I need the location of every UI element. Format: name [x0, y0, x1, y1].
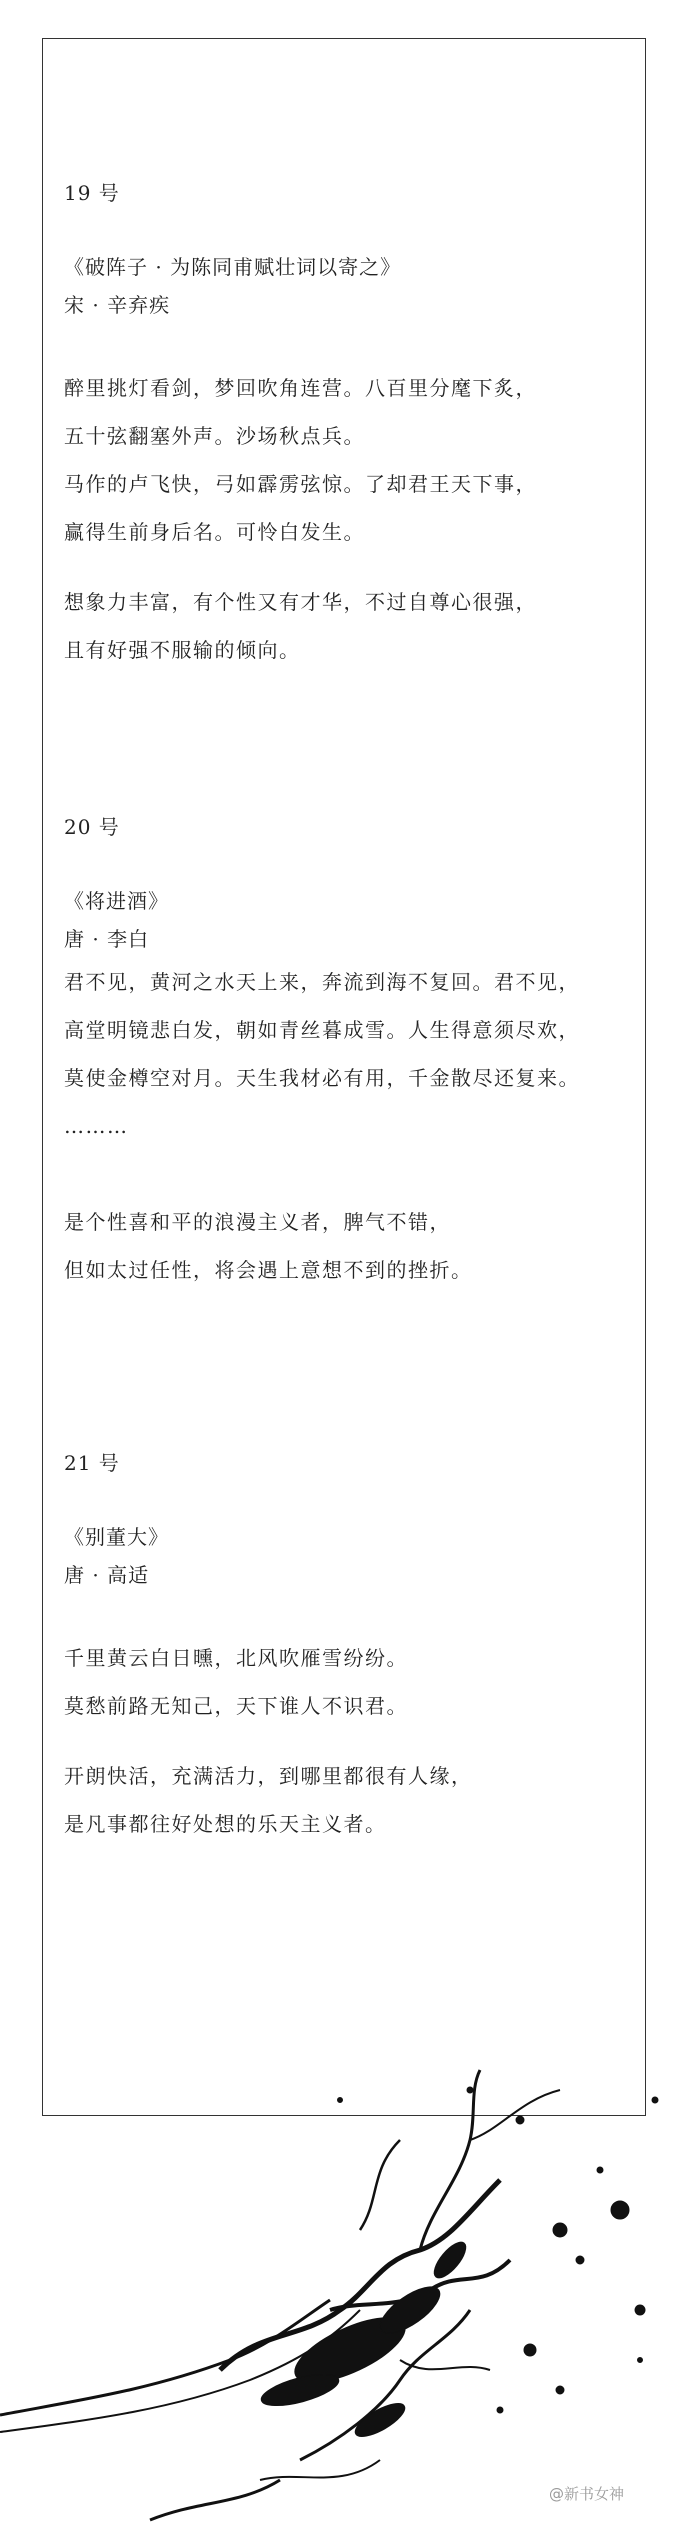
entry-number: 19 号 [64, 181, 120, 205]
poem-author: 宋 · 辛弃疾 [64, 293, 171, 317]
entry-19 [64, 178, 650, 674]
poem-line: 五十弦翻塞外声。沙场秋点兵。 [64, 424, 365, 448]
poem-author: 唐 · 李白 [64, 927, 150, 951]
entry-number: 20 号 [64, 815, 120, 839]
comment-line: 开朗快活，充满活力，到哪里都很有人缘， [64, 1764, 473, 1788]
comment-line: 且有好强不服输的倾向。 [64, 638, 301, 662]
poem-line: 莫愁前路无知己，天下谁人不识君。 [64, 1694, 408, 1718]
comment-line: 想象力丰富，有个性又有才华，不过自尊心很强， [64, 590, 537, 614]
poem-title: 《将进酒》 [64, 889, 169, 913]
poem-author: 唐 · 高适 [64, 1563, 150, 1587]
comment-line: 是凡事都往好处想的乐天主义者。 [64, 1812, 387, 1836]
watermark: @新书女神 [543, 2481, 630, 2506]
comment-line: 是个性喜和平的浪漫主义者，脾气不错， [64, 1210, 451, 1234]
poem-line: 赢得生前身后名。可怜白发生。 [64, 520, 365, 544]
entry-20 [64, 812, 650, 1294]
poem-line: 莫使金樽空对月。天生我材必有用，千金散尽还复来。 [64, 1066, 580, 1090]
poem-line: 高堂明镜悲白发，朝如青丝暮成雪。人生得意须尽欢， [64, 1018, 580, 1042]
poem-title: 《别董大》 [64, 1525, 169, 1549]
poem-line: 君不见，黄河之水天上来，奔流到海不复回。君不见， [64, 970, 580, 994]
entry-21 [64, 1448, 650, 1848]
poem-line: 马作的卢飞快，弓如霹雳弦惊。了却君王天下事， [64, 472, 537, 496]
poem-line: 千里黄云白日曛，北风吹雁雪纷纷。 [64, 1646, 408, 1670]
poem-title: 《破阵子 · 为陈同甫赋壮词以寄之》 [64, 255, 402, 279]
poem-line: ……… [64, 1114, 129, 1138]
poem-line: 醉里挑灯看剑，梦回吹角连营。八百里分麾下炙， [64, 376, 537, 400]
ink-splash-decoration [0, 2060, 690, 2524]
entry-number: 21 号 [64, 1451, 120, 1475]
comment-line: 但如太过任性，将会遇上意想不到的挫折。 [64, 1258, 473, 1282]
